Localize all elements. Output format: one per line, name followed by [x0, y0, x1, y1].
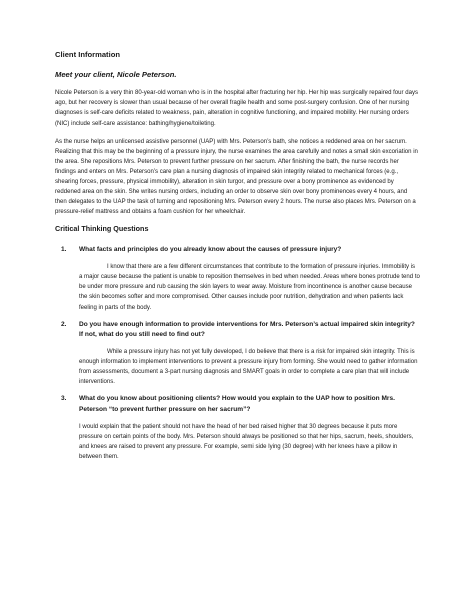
scenario-paragraph: As the nurse helps an unlicensed assistive personnel (UAP) with Mrs. Peterson’s bath, she notices a reddened area on her sacrum. Realizing that this may be the beginning of a pressure injury, the nurse examines the area carefully and notes a small skin excoriation in the area. She repositions Mrs. Peterson to prevent further pressure on her sacrum. After finishing the bath, the nurse records her findings and enters on Mrs. Peterson’s care plan a nursing diagnosis of impaired skin integrity related to mechanical forces (e.g., shearing forces, pressure, physical immobility), alteration in skin turgor, and pressure over a bony prominence as evidenced by reddened area on the skin. She writes nursing orders, including an order to observe skin over bony prominences every 4 hours, and then delegates to the UAP the task of turning and repositioning Mrs. Peterson every 2 hours. The nurse also places Mrs. Peterson on a pressure-relief mattress and obtains a foam cushion for her wheelchair.: [55, 138, 418, 216]
question-text: What do you know about positioning clients? How would you explain to the UAP how to position Mrs. Peterson “to prevent further pressure on her sacrum”?: [79, 395, 395, 413]
intro-heading: Meet your client, Nicole Peterson.: [55, 70, 177, 80]
answer-text: I would explain that the patient should not have the head of her bed raised higher that 30 degrees because it puts more pressure on certain points of the body. Mrs. Peterson should always be positioned so that her hips, sacrum, heels, shoulders, and knees are raised to prevent any pressure. For example, semi side lying (30 degree) with her knees have a pillow in between them.: [79, 423, 414, 461]
question-row: [55, 245, 420, 255]
question-row: [55, 394, 420, 414]
question-number: 3.: [61, 395, 67, 403]
question-number: 2.: [61, 320, 67, 328]
document-page: [55, 50, 420, 469]
question-item: [55, 320, 420, 388]
question-item: [55, 394, 420, 462]
section-title: Client Information: [55, 50, 120, 59]
critical-thinking-heading: Critical Thinking Questions: [55, 224, 149, 234]
question-text: Do you have enough information to provide interventions for Mrs. Peterson’s actual impaired skin integrity? If not, what do you still need to find out?: [79, 320, 415, 338]
question-row: [55, 320, 420, 340]
question-item: [55, 245, 420, 313]
answer-text: I know that there are a few different circumstances that contribute to the formation of pressure injuries. Immobility is a major cause because the patient is unable to reposition themselves in bed when needed. Areas where bones protrude tend to be under more pressure and rub causing the skin layers to wear away. Moisture from incontinence is another cause because the skin becomes softer and more compromised. Other causes include poor nutrition, dehydration and when patients lack feeling in parts of the body.: [79, 264, 420, 311]
answer-text: While a pressure injury has not yet fully developed, I do believe that there is a risk for impaired skin integrity. This is enough information to implement interventions to prevent a pressure injury from forming. She would need to gather information from assessments, document a 3-part nursing diagnosis and SMART goals in order to complete a care plan that will include interventions.: [79, 349, 418, 386]
question-number: 1.: [61, 245, 67, 253]
question-text: What facts and principles do you already know about the causes of pressure injury?: [79, 245, 342, 253]
client-paragraph: Nicole Peterson is a very thin 80-year-old woman who is in the hospital after fracturing her hip. Her hip was surgically repaired four days ago, but her recovery is slower than usual because of her overall fragile health and some post-surgery confusion. One of her nursing diagnoses is self-care deficits related to weakness, pain, alteration in cognitive functioning, and impaired mobility. Her nursing orders (NIC) include self-care assistance: bathing/hygiene/toileting.: [55, 90, 418, 127]
